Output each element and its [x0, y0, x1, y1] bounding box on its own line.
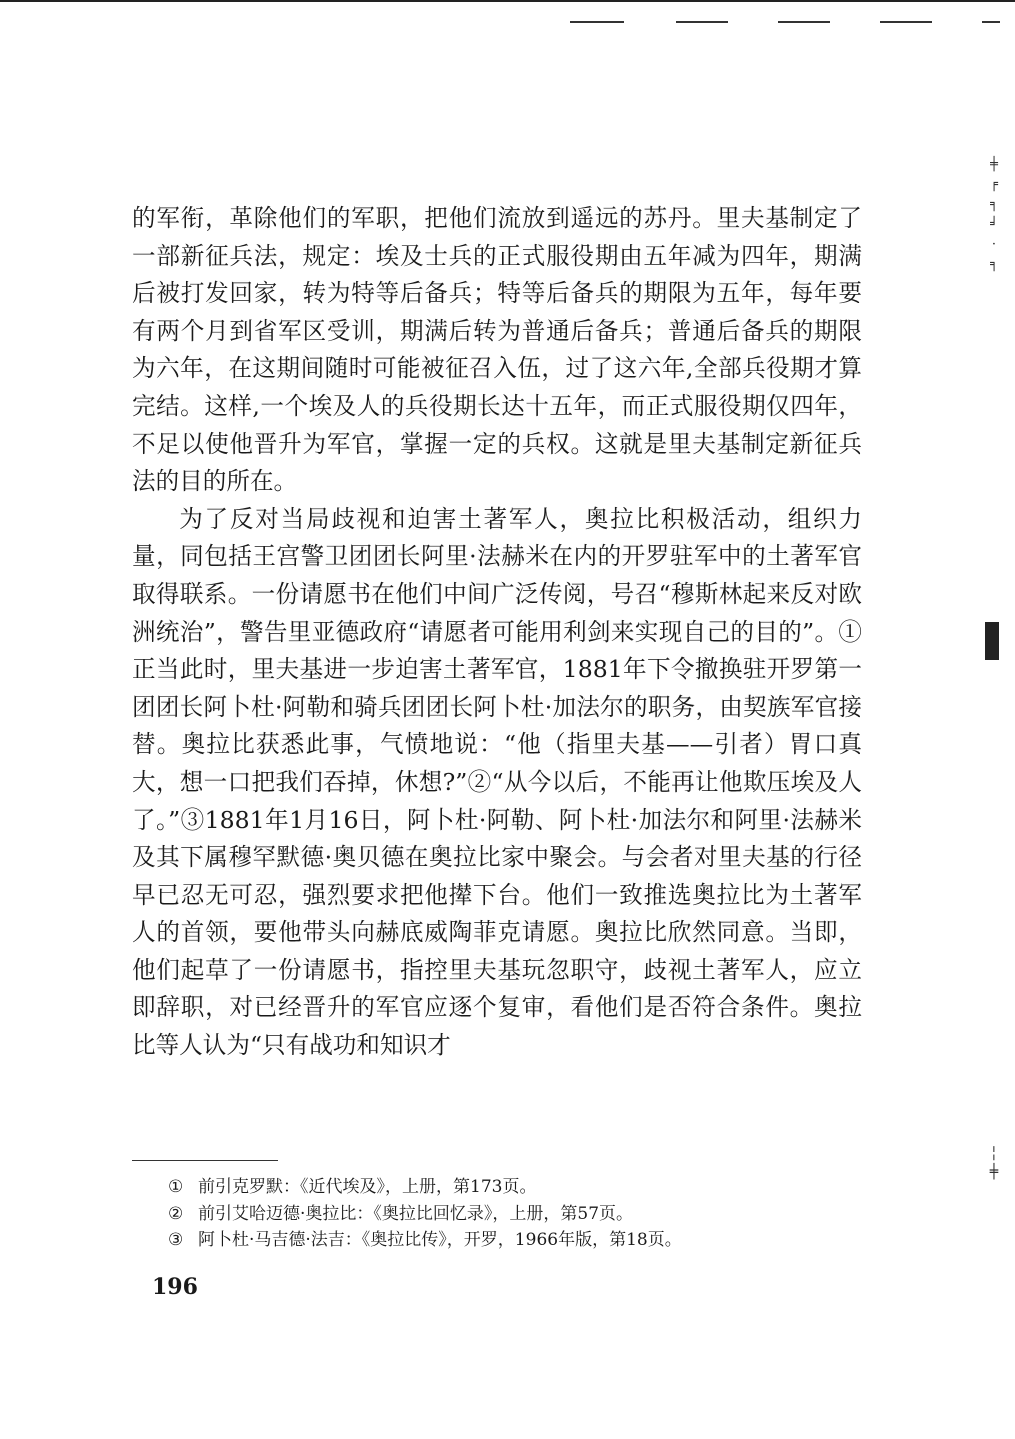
- header-dash: [570, 21, 624, 23]
- footnote-marker: ②: [168, 1203, 184, 1224]
- page-number: 196: [152, 1274, 198, 1300]
- margin-scan-block: [985, 622, 999, 660]
- header-dash: [982, 21, 1000, 23]
- footnote-text: 阿卜杜·马吉德·法吉：《奥拉比传》，开罗，1966年版，第18页。: [198, 1230, 682, 1250]
- header-dash: [880, 21, 932, 23]
- footnote-rule: [132, 1160, 278, 1161]
- footnote-marker: ①: [168, 1177, 184, 1197]
- footnote-marker: ③: [168, 1230, 184, 1250]
- footnote: [168, 1201, 848, 1228]
- margin-scan-marks: ╎ ╪: [989, 1146, 999, 1180]
- header-dash: [778, 21, 830, 23]
- header-dash: [676, 21, 728, 23]
- body-text: [132, 200, 862, 1065]
- paragraph: 的军衔，革除他们的军职，把他们流放到遥远的苏丹。里夫基制定了一部新征兵法，规定：埃及士兵的正式服役期由五年减为四年，期满后被打发回家，转为特等后备兵；特等后备兵的期限为五年，每年要有两个月到省军区受训，期满后转为普通后备兵；普通后备兵的期限为六年，在这期间随时可能被征召入伍，过了这六年,全部兵役期才算完结。这样,一个埃及人的兵役期长达十五年，而正式服役期仅四年，不足以使他晋升为军官，掌握一定的兵权。这就是里夫基制定新征兵法的目的所在。: [132, 204, 862, 496]
- paragraph: 为了反对当局歧视和迫害土著军人，奥拉比积极活动，组织力量，同包括王宫警卫团团长阿里·法赫米在内的开罗驻军中的土著军官取得联系。一份请愿书在他们中间广泛传阅，号召“穆斯林起来反对欧洲统治”，警告里亚德政府“请愿者可能用利剑来实现自己的目的”。①正当此时，里夫基进一步迫害土著军官，1881年下令撤换驻开罗第一团团长阿卜杜·阿勒和骑兵团团长阿卜杜·加法尔的职务，由契族军官接替。奥拉比获悉此事，气愤地说：“他（指里夫基——引者）胃口真大，想一口把我们吞掉，休想?”②“从今以后，不能再让他欺压埃及人了。”③1881年1月16日，阿卜杜·阿勒、阿卜杜·加法尔和阿里·法赫米及其下属穆罕默德·奥贝德在奥拉比家中聚会。与会者对里夫基的行径早已忍无可忍，强烈要求把他撵下台。他们一致推选奥拉比为土著军人的首领，要他带头向赫底威陶菲克请愿。奥拉比欣然同意。当即，他们起草了一份请愿书，指控里夫基玩忽职守，歧视土著军人，应立即辞职，对已经晋升的军官应逐个复审，看他们是否符合条件。奥拉比等人认为“只有战功和知识才: [132, 504, 862, 1060]
- margin-scan-marks: ╪ ╒ ╕ ╛ · ╕: [990, 157, 998, 272]
- footnote: [168, 1227, 848, 1254]
- footnotes: [168, 1174, 848, 1254]
- footnote-text: 前引艾哈迈德·奥拉比：《奥拉比回忆录》，上册，第57页。: [198, 1203, 634, 1224]
- footnote-text: 前引克罗默：《近代埃及》，上册，第173页。: [198, 1177, 537, 1197]
- footnote: [168, 1174, 848, 1201]
- top-border-line: [0, 0, 1015, 2]
